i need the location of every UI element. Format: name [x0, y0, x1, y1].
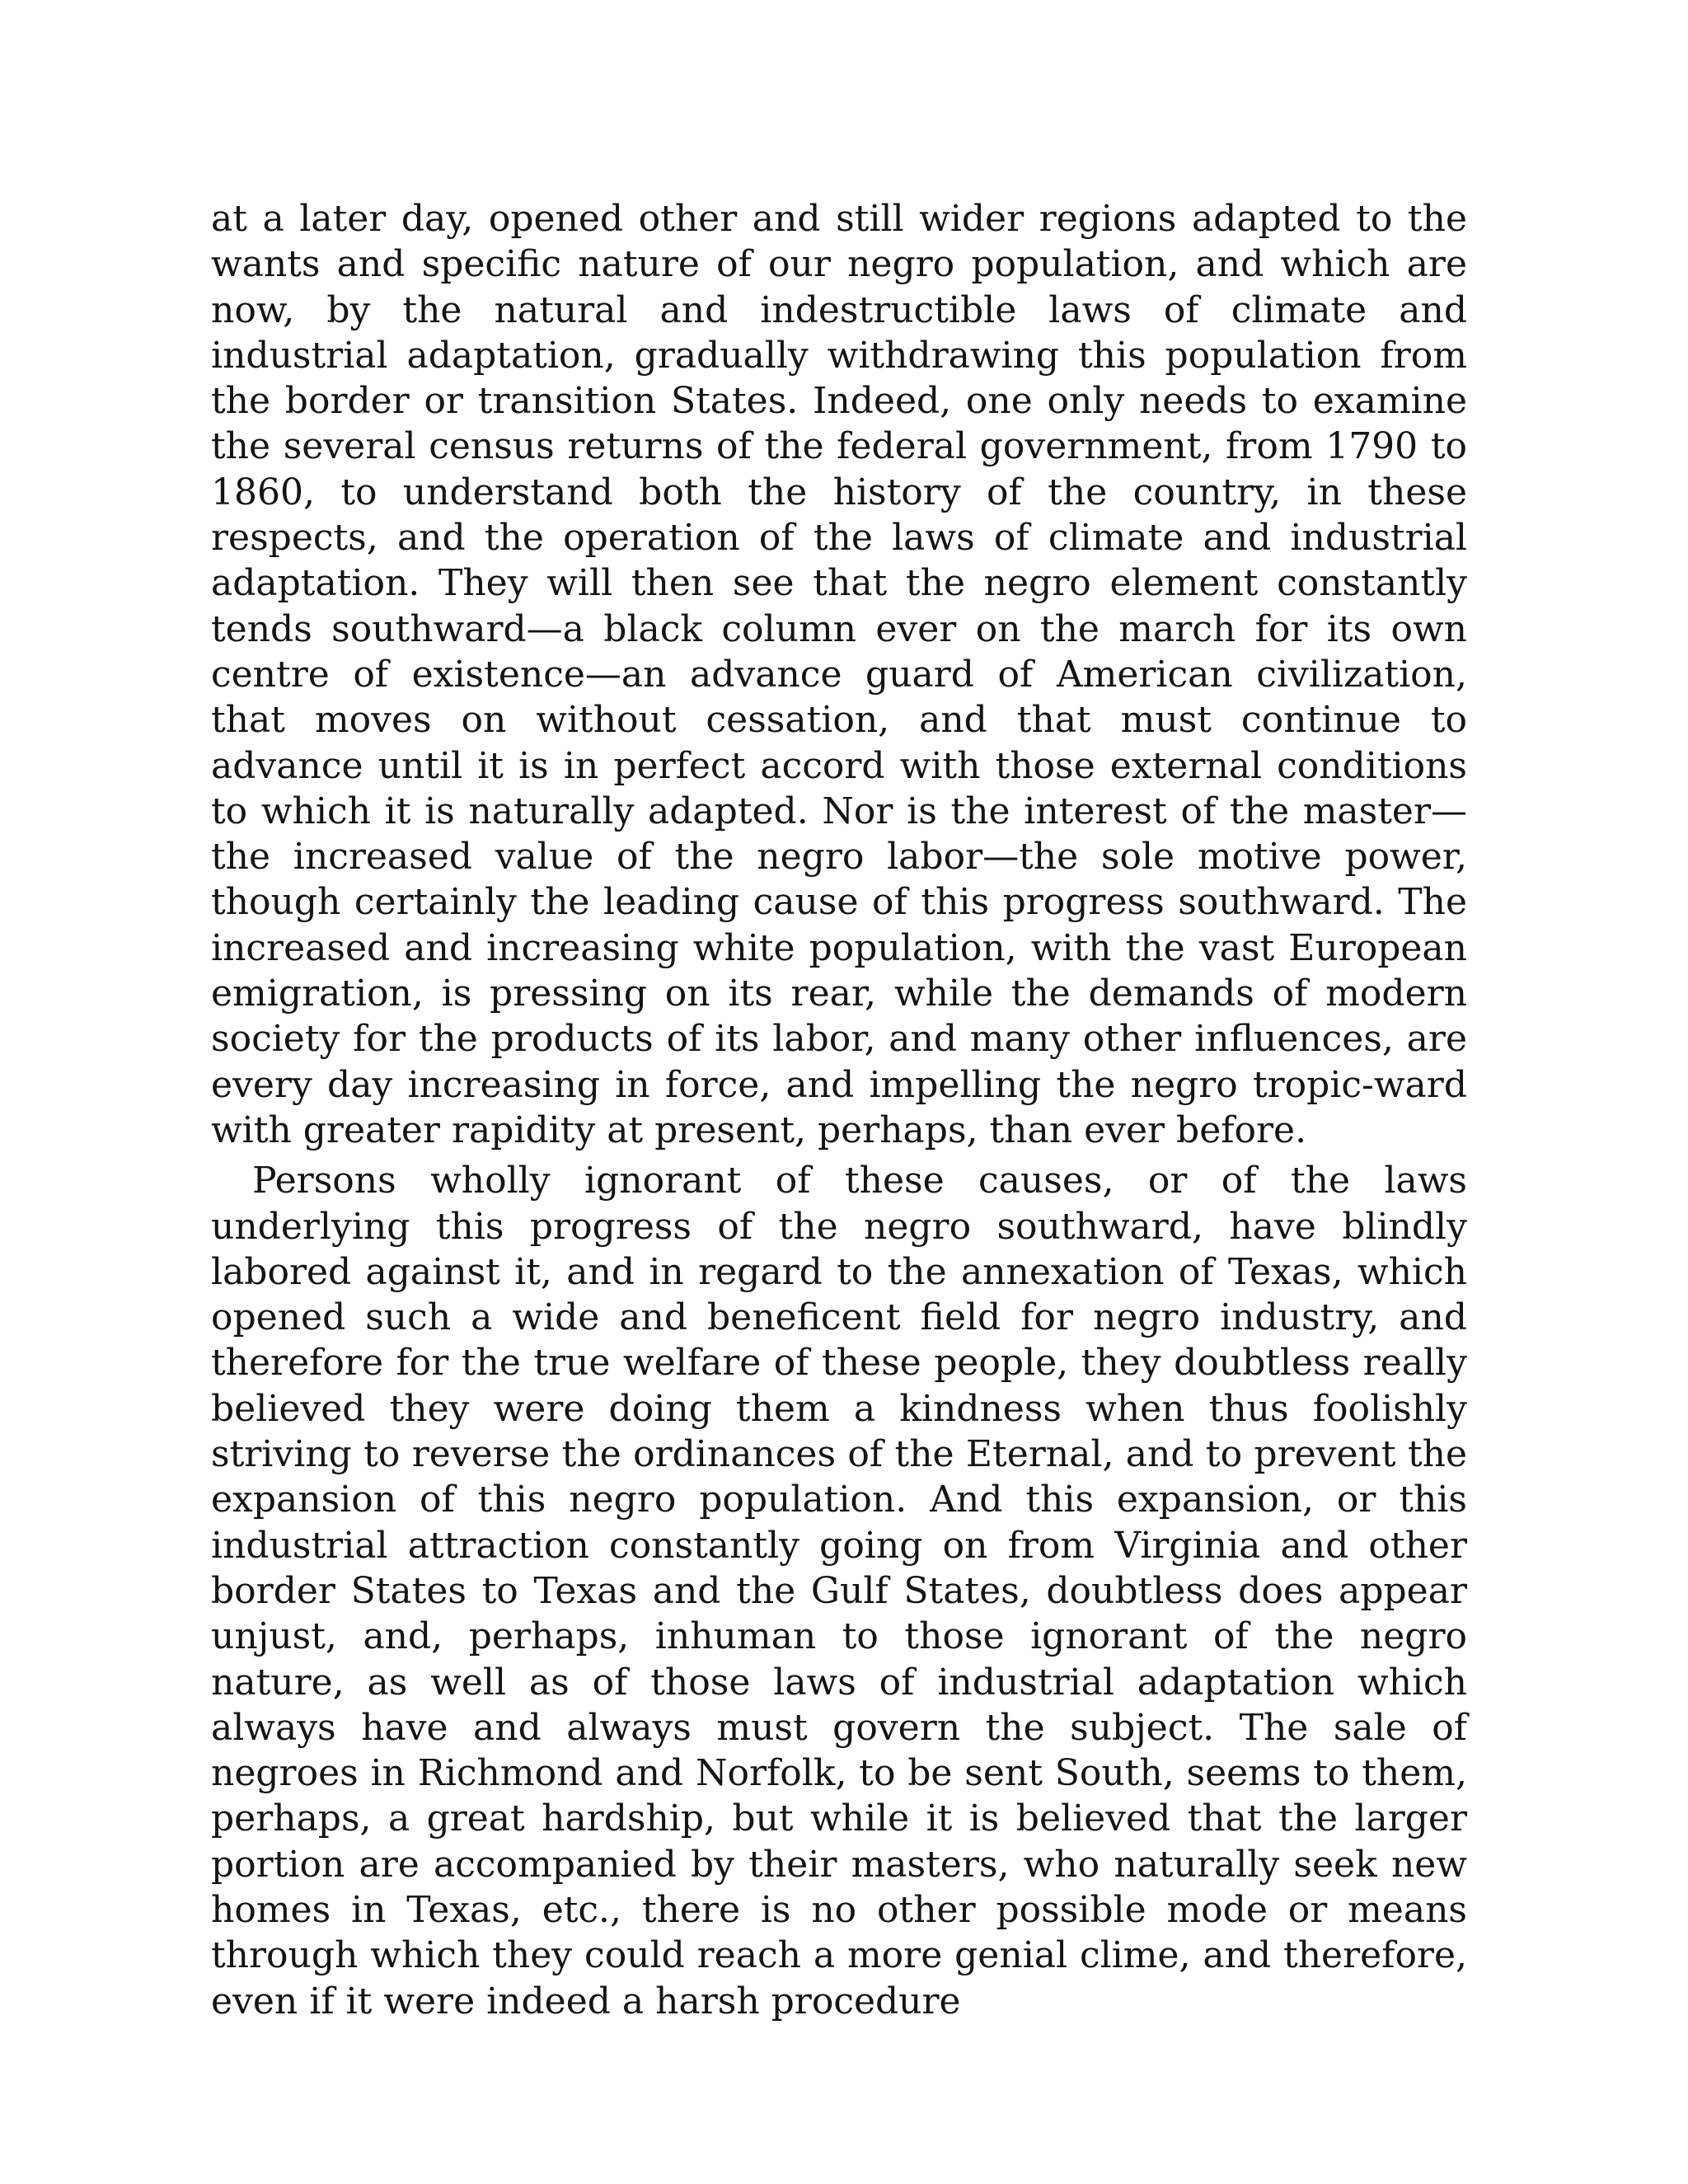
paragraph: Persons wholly ignorant of these causes, or of the laws underlying this progress of the negro southward, have blindly labored against it, and in regard to the annexation of Texas, which opened such a wide and beneficent field for negro industry, and therefore for the true welfare of these people, they doubtless really believed they were doing them a kindness when thus foolishly striving to reverse the ordinances of the Eternal, and to prevent the expansion of this negro population. And this expansion, or this industrial attraction constantly going on from Virginia and other border States to Texas and the Gulf States, doubtless does appear unjust, and, perhaps, inhuman to those ignorant of the negro nature, as well as of those laws of industrial adaptation which always have and always must govern the subject. The sale of negroes in Richmond and Norfolk, to be sent South, seems to them, perhaps, a great hardship, but while it is believed that the larger portion are accompanied by their masters, who naturally seek new homes in Texas, etc., there is no other possible mode or means through which they could reach a more genial clime, and therefore, even if it were indeed a harsh procedure	[211, 1160, 1467, 2022]
paragraph-continued: at a later day, opened other and still wider regions adapted to the wants and specific nature of our negro population, and which are now, by the natural and indestructible laws of climate and industrial adaptation, gradually withdrawing this population from the border or transition States. Indeed, one only needs to examine the several census returns of the federal government, from 1790 to 1860, to understand both the history of the country, in these respects, and the operation of the laws of climate and industrial adaptation. They will then see that the negro element constantly tends southward—a black column ever on the march for its own centre of existence—an advance guard of American civilization, that moves on without cessation, and that must continue to advance until it is in perfect accord with those external conditions to which it is naturally adapted. Nor is the interest of the master—the increased value of the negro labor—the sole motive power, though certainly the leading cause of this progress southward. The increased and increasing white population, with the vast European emigration, is pressing on its rear, while the demands of modern society for the products of its labor, and many other influences, are every day increasing in force, and impelling the negro tropic-ward with greater rapidity at present, perhaps, than ever before.	[211, 198, 1467, 1151]
body-text	[211, 196, 1467, 2024]
